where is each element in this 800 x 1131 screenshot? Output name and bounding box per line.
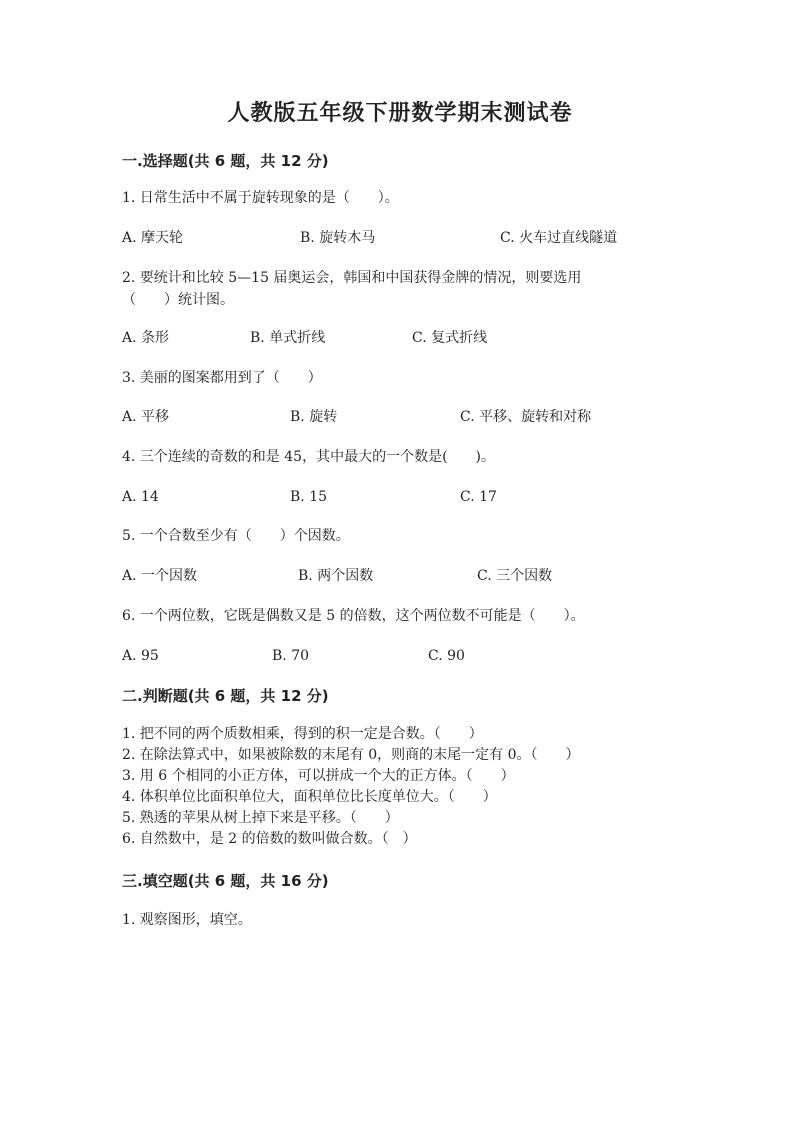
option-b: B. 15 [290,489,328,505]
option-b: B. 旋转木马 [300,230,376,246]
question-6: 6. 一个两位数，它既是偶数又是 5 的倍数，这个两位数不可能是（ ）。 [122,608,585,624]
option-c: C. 17 [460,489,497,505]
page-title: 人教版五年级下册数学期末测试卷 [227,101,573,126]
option-a: A. 95 [122,648,159,664]
judge-item-1: 1. 把不同的两个质数相乘，得到的积一定是合数。（ ） [122,726,483,742]
judge-item-3: 3. 用 6 个相同的小正方体，可以拼成一个大的正方体。（ ） [122,768,515,784]
option-a: A. 一个因数 [122,568,198,584]
judge-item-5: 5. 熟透的苹果从树上掉下来是平移。（ ） [122,810,399,826]
option-a: A. 平移 [122,409,170,425]
section-heading-judge: 二.判断题(共 6 题，共 12 分) [122,687,329,705]
judge-item-2: 2. 在除法算式中，如果被除数的末尾有 0，则商的末尾一定有 0。（ ） [122,747,580,763]
option-a: A. 条形 [122,330,170,346]
option-a: A. 14 [122,489,159,505]
question-4: 4. 三个连续的奇数的和是 45，其中最大的一个数是( )。 [122,449,495,465]
section-heading-fill: 三.填空题(共 6 题，共 16 分) [122,872,329,890]
option-b: B. 70 [272,648,310,664]
section-heading-choice: 一.选择题(共 6 题，共 12 分) [122,152,329,170]
option-b: B. 两个因数 [298,568,374,584]
option-c: C. 复式折线 [412,330,488,346]
question-1: 1. 日常生活中不属于旋转现象的是（ ）。 [122,190,399,206]
judge-item-6: 6. 自然数中，是 2 的倍数的数叫做合数。（ ） [122,831,417,847]
option-c: C. 平移、旋转和对称 [460,409,592,425]
question-3: 3. 美丽的图案都用到了（ ） [122,370,322,386]
judge-item-4: 4. 体积单位比面积单位大，面积单位比长度单位大。（ ） [122,789,497,805]
question-2: 2. 要统计和比较 5—15 届奥运会，韩国和中国获得金牌的情况，则要选用 [122,270,582,286]
option-c: C. 90 [428,648,465,664]
option-c: C. 火车过直线隧道 [500,230,618,246]
question-5: 5. 一个合数至少有（ ）个因数。 [122,528,350,544]
question-2-continued: （ ）统计图。 [122,292,234,308]
fill-item-1: 1. 观察图形，填空。 [122,912,252,928]
option-b: B. 旋转 [290,409,338,425]
option-a: A. 摩天轮 [122,230,184,246]
option-c: C. 三个因数 [477,568,553,584]
option-b: B. 单式折线 [250,330,326,346]
